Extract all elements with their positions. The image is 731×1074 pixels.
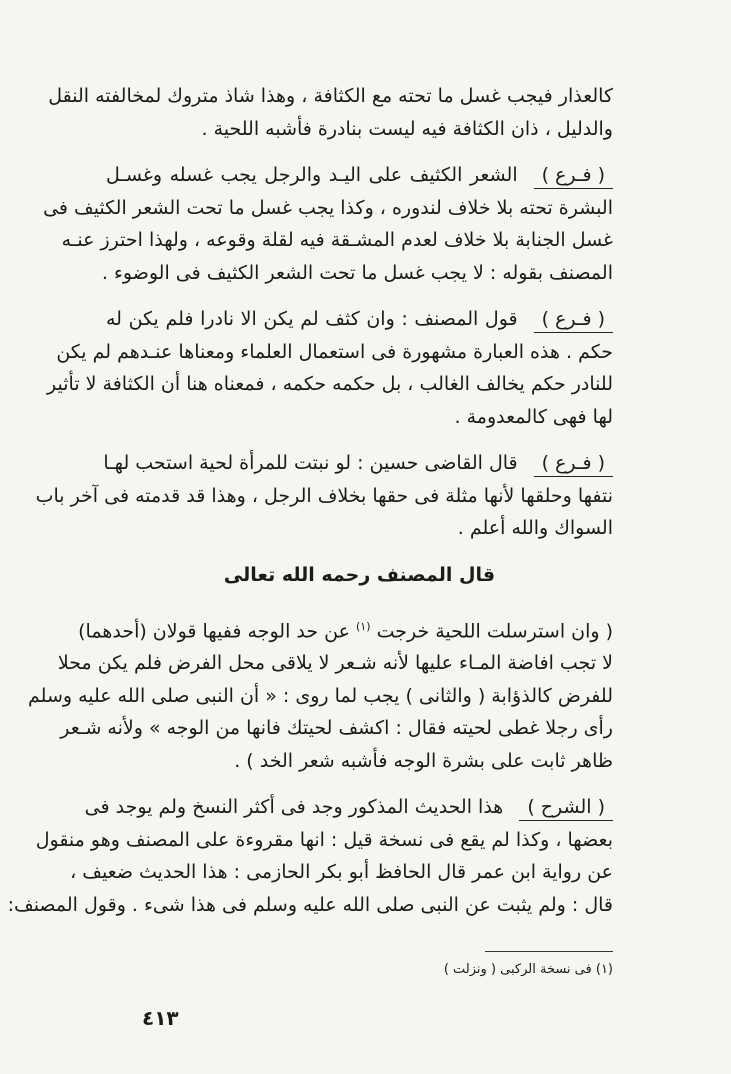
text-line: [84, 791, 613, 824]
text-line: [106, 303, 613, 336]
page-number: ٤١٣: [142, 1006, 179, 1030]
section-label: ( الشرح ): [519, 794, 613, 821]
text-line: كالعذار فيجب غسل ما تحته مع الكثافة ، وهذا شاذ متروك لمخالفته النقل: [48, 85, 613, 107]
paragraph-4: [35, 447, 613, 545]
text-line-content: الشعر الكثيف على اليـد والرجل يجب غسله وغسـل: [106, 164, 518, 186]
footnote: (١) فى نسخة الركبى ( ونزلت ): [443, 962, 613, 978]
paragraph-6: [7, 791, 613, 921]
text-line: عن رواية ابن عمر قال الحافظ أبو بكر الحازمى : هذا الحديث ضعيف ،: [70, 861, 613, 884]
text-line: ظاهر ثابت على بشرة الوجه فأشبه شعر الخد ) .: [234, 749, 613, 772]
text-line: للفرض كالذؤابة ( والثانى ) يجب لما روى : « أن النبى صلى الله عليه وسلم: [28, 684, 613, 707]
text-line: [103, 447, 613, 480]
text-line-content: قول المصنف : وان كثف لم يكن الا نادرا فلم يكن له: [106, 308, 518, 330]
text-line-content: ( وان استرسلت اللحية خرجت: [376, 619, 613, 642]
text-line: لها فهى كالمعدومة .: [454, 405, 613, 428]
section-label: ( فـرع ): [534, 306, 613, 333]
text-line: للنادر حكم يخالف الغالب ، بل حكمه حكمه ، فمعناه هنا أن الكثافة لا تأثير: [47, 373, 613, 395]
text-line: لا تجب افاضة المـاء عليها لأنه شـعر لا يلاقى محل الفرض فلم يكن محلا: [57, 652, 613, 675]
text-line: قال : ولم يثبت عن النبى صلى الله عليه وسلم فى هذا شىء . وقول المصنف:: [7, 893, 613, 916]
footnote-divider: [485, 951, 613, 952]
text-line-content: عن حد الوجه ففيها قولان (أحدهما): [78, 619, 350, 642]
footnote-marker: (١): [356, 619, 371, 633]
text-line: المصنف بقوله : لا يجب غسل ما تحت الشعر الكثيف فى الوضوء .: [101, 261, 613, 284]
text-line-content: قال القاضى حسين : لو نبتت للمرأة لحية استحب لهـا: [103, 452, 518, 474]
paragraph-1: [48, 80, 613, 145]
text-line: [106, 159, 613, 192]
section-label: ( فـرع ): [534, 162, 613, 189]
text-line-content: هذا الحديث المذكور وجد فى أكثر النسخ ولم يوجد فى: [84, 796, 504, 819]
paragraph-5: [28, 611, 613, 778]
text-line: والدليل ، ذان الكثافة فيه ليست بنادرة فأشبه اللحية .: [201, 117, 613, 140]
text-line: [78, 611, 613, 648]
paragraph-3: [47, 303, 613, 433]
text-line: البشرة تحته بلا خلاف لندوره ، وكذا يجب غسل ما تحت الشعر الكثيف فى: [43, 196, 613, 219]
text-line: غسل الجنابة بلا خلاف لعدم المشـقة فيه لقلة وقوعه ، ولهذا احترز عنـه: [61, 229, 613, 251]
text-line: بعضها ، وكذا لم يقع فى نسخة قيل : انها مقروءة على المصنف وهو منقول: [35, 828, 613, 851]
paragraph-2: [43, 159, 613, 289]
section-heading: قال المصنف رحمه الله تعالى: [223, 563, 496, 586]
section-label: ( فـرع ): [534, 450, 613, 477]
text-line: نتفها وحلقها لأنها مثلة فى حقها بخلاف الرجل ، وهذا قد قدمته فى آخر باب: [35, 484, 613, 507]
text-line: رأى رجلا غطى لحيته فقال : اكشف لحيتك فانها من الوجه » ولأنه شـعر: [60, 717, 613, 740]
text-line: السواك والله أعلم .: [457, 517, 613, 539]
text-line: حكم . هذه العبارة مشهورة فى استعمال العلماء ومعناها عنـدهم لم يكن: [56, 340, 613, 363]
